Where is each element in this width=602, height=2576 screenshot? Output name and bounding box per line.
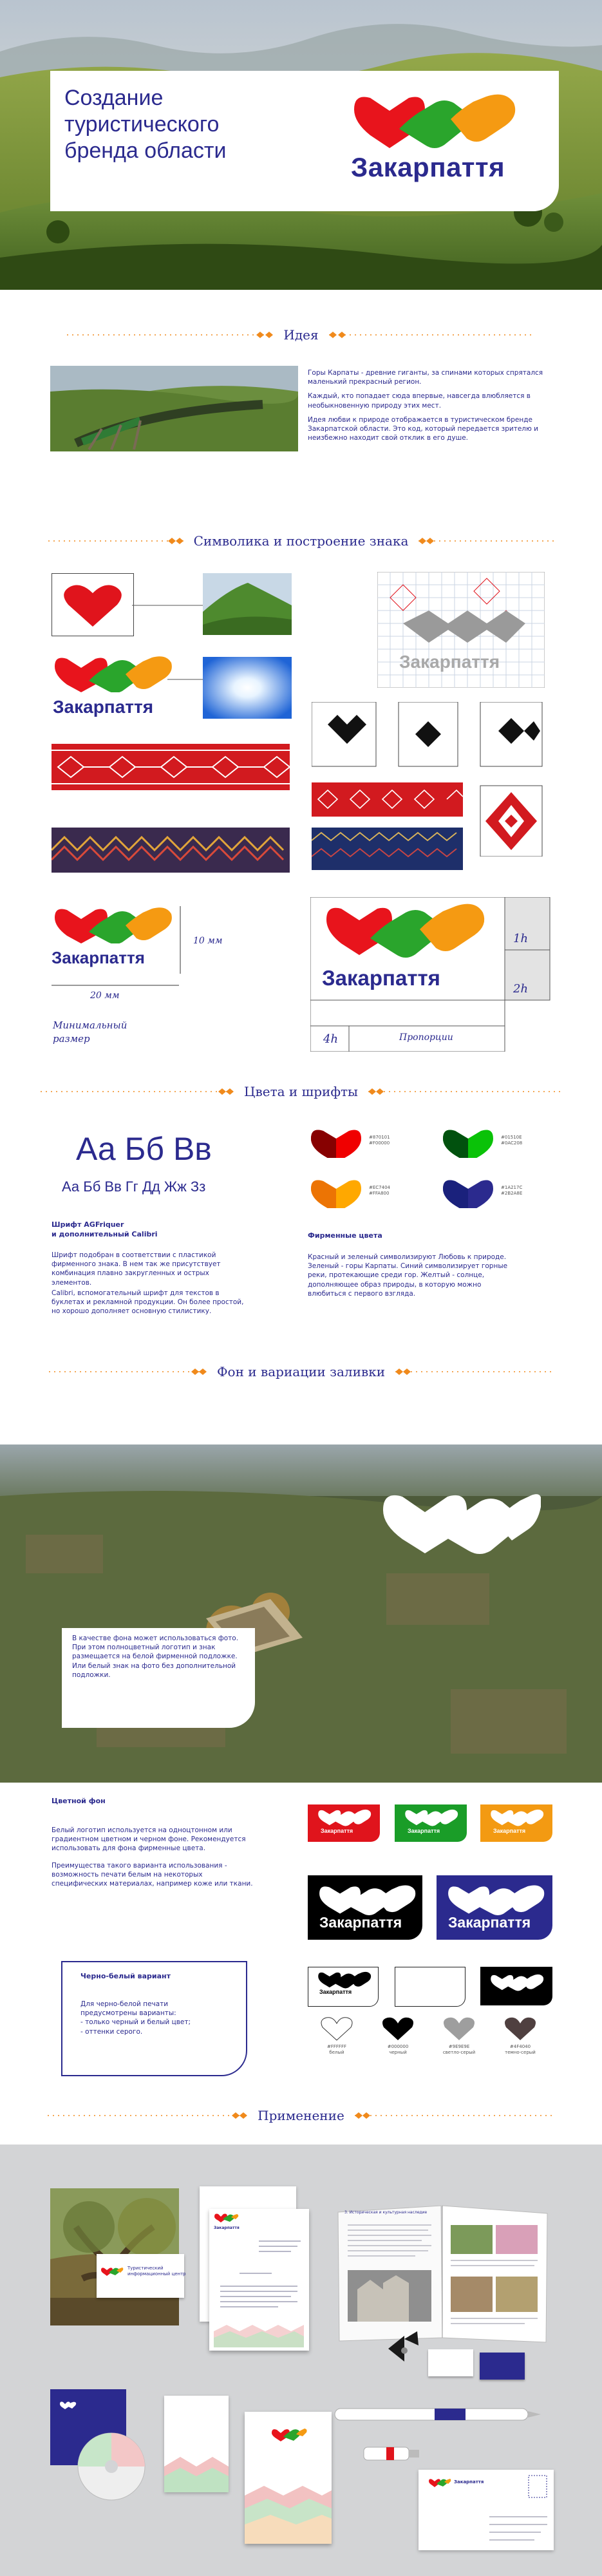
min-size-dimension-lines xyxy=(50,903,195,999)
proportions-label: Пропорции xyxy=(399,1032,453,1043)
grey-name: черный xyxy=(389,2049,407,2055)
section-colors-fonts-title: Цвета и шрифты xyxy=(244,1084,358,1099)
palette-body: Красный и зеленый символизируют Любовь к природе. Зеленый - горы Карпаты. Синий символизирует горные реки, протекающие среди гор. Желтый - солнце, дополняющее образ природы, в которую можно влюбиться с первого взгляда. xyxy=(308,1253,508,1298)
palette-swatch-red xyxy=(308,1126,366,1158)
grey-hex: #4F4040 xyxy=(509,2044,531,2049)
bw-text-line: Для черно-белой печати предусмотрены варианты: xyxy=(80,2000,176,2018)
photo-bg-text: В качестве фона может использоваться фото. При этом полноцветный логотип и знак размещается на белой фирменной подложке. Или белый знак на фото без дополнительной подложки. xyxy=(72,1634,239,1679)
ornament-right-icon xyxy=(368,1088,561,1095)
palette-hex-green xyxy=(501,1135,522,1146)
hero-title-line: туристического xyxy=(64,111,220,137)
ornament-left-icon xyxy=(41,1088,234,1095)
letterhead-title: Закарпаття xyxy=(214,2226,240,2230)
variant-red-text: Закарпаття xyxy=(321,1828,353,1834)
grey-item xyxy=(308,2016,366,2056)
pen-icon xyxy=(332,2396,544,2434)
greyscale-row xyxy=(308,2016,552,2074)
variant-green-text: Закарпаття xyxy=(408,1828,440,1834)
grey-hex: #FFFFFF xyxy=(326,2044,347,2049)
open-book xyxy=(332,2199,554,2347)
idea-paragraph: Каждый, кто попадает сюда впервые, навсегда влюбляется в необыкновенную природу этих мест. xyxy=(308,392,531,410)
ornament-right-icon xyxy=(329,331,535,339)
idea-text xyxy=(308,368,546,442)
idea-paragraph: Горы Карпаты - древние гиганты, за спинами которых спрятался маленький прекрасный регион. xyxy=(308,369,543,386)
palette-hex: #2B2A8E xyxy=(501,1190,523,1196)
white-sign-icon xyxy=(380,1488,541,1558)
ornament-right-icon xyxy=(395,1368,553,1376)
min-height-label: 10 мм xyxy=(193,936,223,946)
palette-hex: #1A217C xyxy=(501,1185,523,1190)
proportion-4h: 4h xyxy=(323,1032,339,1046)
grey-item xyxy=(430,2016,488,2056)
brochure-pattern xyxy=(245,2476,332,2544)
small-card-blue xyxy=(480,2353,525,2380)
grid-logo-text: Закарпаття xyxy=(399,652,500,672)
section-idea xyxy=(0,325,602,345)
grey-name: светло-серый xyxy=(442,2049,476,2055)
palette-swatch-orange xyxy=(308,1176,366,1208)
ornament-left-icon xyxy=(67,331,273,339)
palette-heading: Фирменные цвета xyxy=(308,1231,382,1240)
grey-item xyxy=(491,2016,549,2056)
font-body-paragraph: Calibri, вспомогательный шрифт для текстов в буклетах и рекламной продукции. Он более простой, но хорошо дополняет основную стилистику. xyxy=(52,1289,244,1316)
ornament-right-icon xyxy=(355,2112,554,2119)
grey-heart-black xyxy=(379,2016,417,2041)
card-sign-icon xyxy=(100,2267,124,2276)
font-heading xyxy=(52,1220,158,1240)
grey-item xyxy=(369,2016,427,2056)
bw-text-line: - только черный и белый цвет; xyxy=(80,2018,191,2027)
bw-heading: Черно-белый вариант xyxy=(80,1972,171,1980)
section-backgrounds xyxy=(0,1362,602,1381)
palette-hex: #01510E xyxy=(501,1135,522,1140)
palette-hex-orange xyxy=(369,1185,390,1197)
embroidery-red-small xyxy=(312,782,463,817)
section-symbolism-title: Символика и построение знака xyxy=(193,533,409,549)
font-heading-line: Шрифт AGFriquer xyxy=(52,1220,124,1229)
grey-heart-white xyxy=(317,2016,356,2041)
font-body xyxy=(52,1251,251,1316)
section-symbolism xyxy=(0,531,602,551)
grey-name: темно-серый xyxy=(505,2049,536,2055)
brand-sign-icon xyxy=(348,90,522,151)
variant-black-text: Закарпаття xyxy=(319,1914,402,1931)
proportion-2h: 2h xyxy=(513,982,529,996)
font-sample-large: Аа Бб Вв xyxy=(76,1131,212,1167)
bw-text-line: - оттенки серого. xyxy=(80,2027,143,2036)
card-text xyxy=(127,2266,186,2277)
binder-clips-icon xyxy=(385,2326,427,2371)
min-size-caption xyxy=(53,1019,127,1046)
palette-hex-red xyxy=(369,1135,390,1146)
variant-orange-text: Закарпаття xyxy=(493,1828,526,1834)
letterhead-lines xyxy=(214,2235,304,2347)
palette-hex: #870101 xyxy=(369,1135,390,1140)
palette-hex-blue xyxy=(501,1185,522,1197)
variant-signs-overlay xyxy=(308,1804,552,2011)
card-text-line: информационный центр xyxy=(127,2271,186,2277)
palette-swatch-blue xyxy=(440,1176,498,1208)
flash-drive-icon xyxy=(361,2441,425,2467)
train-photo xyxy=(50,366,298,451)
hero-title xyxy=(64,85,296,164)
font-sample-small: Аа Бб Вв Гг Дд Жж Зз xyxy=(62,1179,206,1195)
hero-title-line: Создание xyxy=(64,86,164,110)
ornament-left-icon xyxy=(48,2112,247,2119)
brochure-sign-icon xyxy=(270,2428,309,2442)
section-application xyxy=(0,2106,602,2125)
min-size-caption-line: размер xyxy=(53,1033,90,1045)
grey-heart-dark xyxy=(501,2016,540,2041)
min-size-caption-line: Минимальный xyxy=(53,1019,127,1031)
section-colors-fonts xyxy=(0,1082,602,1101)
variant-blue-text: Закарпаття xyxy=(448,1914,531,1931)
letterhead-sign-icon xyxy=(214,2213,240,2223)
color-bg-paragraph: Преимущества такого варианта использования - возможность печати белым на некоторых специфических материалах, например коже или ткани. xyxy=(52,1861,253,1888)
cd-disc xyxy=(76,2431,147,2502)
sun-photo xyxy=(203,657,292,719)
section-idea-title: Идея xyxy=(283,327,319,343)
book-heading: 3. Историческая и культурная наследие xyxy=(344,2210,428,2215)
color-bg-text xyxy=(52,1826,258,1888)
palette xyxy=(308,1126,552,1216)
ornament-left-icon xyxy=(49,1368,207,1376)
cd-sign-icon xyxy=(59,2401,79,2410)
idea-paragraph: Идея любви к природе отображается в туристическом бренде Закарпатской области. Это код, который передается зрителю и неизбежно находит свой отклик в его душе. xyxy=(308,415,538,442)
hero xyxy=(0,0,602,290)
notebook-pattern xyxy=(164,2441,229,2492)
bw-text xyxy=(80,2000,222,2036)
grey-hex: #9E9E9E xyxy=(448,2044,470,2049)
min-width-label: 20 мм xyxy=(90,990,120,1001)
heart-icon xyxy=(52,574,133,636)
envelope-sign-icon xyxy=(428,2478,451,2487)
hero-logo-text: Закарпаття xyxy=(351,152,505,182)
embroidery-blue xyxy=(312,828,463,870)
heart-tile xyxy=(52,573,134,636)
grey-name: белый xyxy=(329,2049,344,2055)
color-bg-heading: Цветной фон xyxy=(52,1797,106,1805)
ornament-right-icon xyxy=(419,537,554,545)
envelope-address-lines xyxy=(489,2512,547,2544)
embroidery-dark xyxy=(52,828,290,873)
font-body-paragraph: Шрифт подобран в соответствии с пластикой фирменного знака. В нем так же присутствует комбинация плавно закругленных и острых элементов. xyxy=(52,1251,221,1287)
proportions-logo-text: Закарпаття xyxy=(322,966,440,990)
connector-lines xyxy=(129,602,206,692)
font-heading-line: и дополнительный Calibri xyxy=(52,1229,158,1238)
stamp-icon xyxy=(528,2475,547,2498)
envelope-text: Закарпаття xyxy=(454,2479,484,2485)
card-text-line: Туристический xyxy=(127,2266,164,2271)
color-bg-paragraph: Белый логотип используется на одноцтонном или градиентном цветном и черном фоне. Рекомендуется использовать для фона фирменные цвета. xyxy=(52,1826,246,1853)
construction-logo-text: Закарпаття xyxy=(53,697,154,717)
ornament-left-icon xyxy=(48,537,183,545)
palette-swatch-green xyxy=(440,1126,498,1158)
proportion-1h: 1h xyxy=(513,932,529,945)
palette-hex: #0AC208 xyxy=(501,1140,523,1146)
variant-white-text: Закарпаття xyxy=(319,1989,352,1995)
embroidery-red xyxy=(52,744,290,790)
section-application-title: Применение xyxy=(258,2108,344,2123)
palette-hex: #EC7404 xyxy=(369,1185,390,1190)
grey-hex: #000000 xyxy=(387,2044,409,2049)
palette-hex: #F00000 xyxy=(369,1140,390,1146)
hero-title-line: бренда области xyxy=(64,138,227,163)
small-card-white xyxy=(428,2349,473,2376)
mountain-photo xyxy=(203,573,292,635)
grey-heart-light xyxy=(440,2016,478,2041)
section-backgrounds-title: Фон и вариации заливки xyxy=(216,1364,386,1379)
min-size-logo-text: Закарпаття xyxy=(52,948,145,967)
palette-hex: #FFA800 xyxy=(369,1190,390,1196)
